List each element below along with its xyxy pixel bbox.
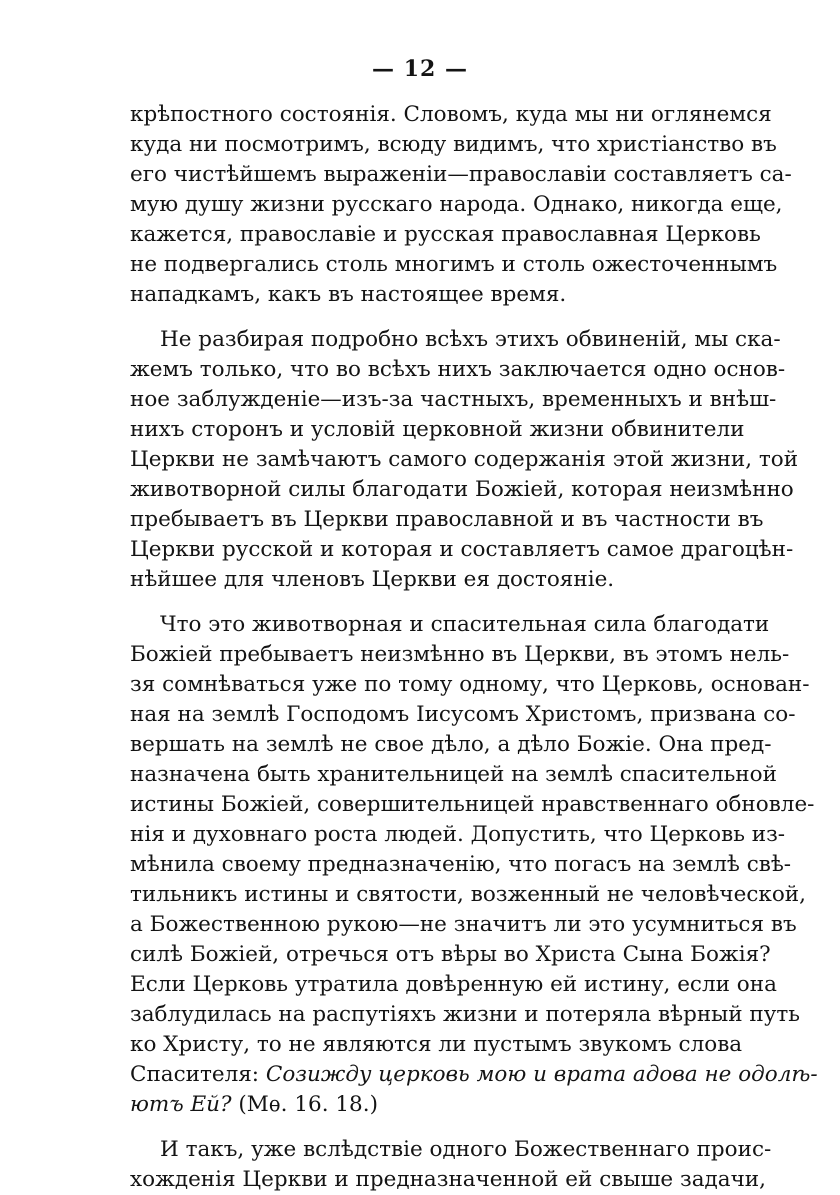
text-line: хожденія Церкви и предназначенной ей свыше задачи,	[130, 1167, 766, 1192]
quote-line	[130, 1090, 710, 1120]
body-text	[130, 100, 818, 1195]
text-line: нихъ сторонъ и условій церковной жизни обвинители	[130, 417, 745, 442]
text-line: Божіей пребываетъ неизмѣнно въ Церкви, въ этомъ нель-	[130, 642, 790, 667]
text-line: Что это животворная и спасительная сила благодати	[160, 612, 770, 637]
text-line: нія и духовнаго роста людей. Допустить, что Церковь из-	[130, 822, 786, 847]
text-line: крѣпостного состоянія. Словомъ, куда мы ни оглянемся	[130, 102, 772, 127]
text-line: тильникъ истины и святости, возженный не человѣческой,	[130, 882, 806, 907]
text-line: Если Церковь утратила довѣренную ей истину, если она	[130, 972, 777, 997]
text-line: нѣйшее для членовъ Церкви ея достояніе.	[130, 567, 615, 592]
text-line: его чистѣйшемъ выраженіи—православіи составляетъ са-	[130, 162, 792, 187]
text-line: мѣнила своему предназначенію, что погасъ на землѣ свѣ-	[130, 852, 792, 877]
paragraph	[130, 100, 792, 310]
text-line: жемъ только, что во всѣхъ нихъ заключается одно основ-	[130, 357, 786, 382]
page-number: — 12 —	[372, 56, 468, 82]
text-line: животворной силы благодати Божіей, которая неизмѣнно	[130, 477, 794, 502]
scripture-quote: Созижду церковь мою и врата адова не одолѣ-	[265, 1062, 818, 1087]
text-line: пребываетъ въ Церкви православной и въ частности въ	[130, 507, 764, 532]
text-line: истины Божіей, совершительницей нравственнаго обновле-	[130, 792, 815, 817]
paragraph	[130, 1135, 772, 1195]
scripture-quote-end: ютъ Ей?	[130, 1092, 232, 1117]
text-line: И такъ, уже вслѣдствіе одного Божественнаго проис-	[160, 1137, 772, 1162]
paragraph-gap	[130, 1120, 710, 1135]
paragraph	[130, 325, 799, 595]
text-line: куда ни посмотримъ, всюду видимъ, что христіанство въ	[130, 132, 777, 157]
text-line: мую душу жизни русскаго народа. Однако, никогда еще,	[130, 192, 783, 217]
paragraph-gap	[130, 310, 710, 325]
text-line: ная на землѣ Господомъ Іисусомъ Христомъ, призвана со-	[130, 702, 796, 727]
quote-line	[130, 1060, 818, 1090]
text-line: нападкамъ, какъ въ настоящее время.	[130, 282, 567, 307]
text-line: а Божественною рукою—не значитъ ли это усумниться въ	[130, 912, 797, 937]
text-line: ко Христу, то не являются ли пустымъ звукомъ слова	[130, 1032, 743, 1057]
text-line: заблудилась на распутіяхъ жизни и потеряла вѣрный путь	[130, 1002, 801, 1027]
text-line: силѣ Божіей, отречься отъ вѣры во Христа Сына Божія?	[130, 942, 771, 967]
text-line: Церкви русской и которая и составляетъ самое драгоцѣн-	[130, 537, 794, 562]
text-line: назначена быть хранительницей на землѣ спасительной	[130, 762, 777, 787]
text-line: Церкви не замѣчаютъ самого содержанія этой жизни, той	[130, 447, 799, 472]
text-line: Не разбирая подробно всѣхъ этихъ обвиненій, мы ска-	[160, 327, 781, 352]
text-line: кажется, православіе и русская православная Церковь	[130, 222, 761, 247]
text-line: ное заблужденіе—изъ-за частныхъ, временныхъ и внѣш-	[130, 387, 777, 412]
paragraph-gap	[130, 595, 710, 610]
text-line: зя сомнѣваться уже по тому одному, что Церковь, основан-	[130, 672, 810, 697]
scripture-reference: (Мѳ. 16. 18.)	[238, 1092, 378, 1117]
paragraph	[130, 610, 818, 1120]
text-line: вершать на землѣ не свое дѣло, а дѣло Божіе. Она пред-	[130, 732, 772, 757]
quote-intro: Спасителя:	[130, 1062, 260, 1087]
text-line: не подвергались столь многимъ и столь ожесточеннымъ	[130, 252, 778, 277]
